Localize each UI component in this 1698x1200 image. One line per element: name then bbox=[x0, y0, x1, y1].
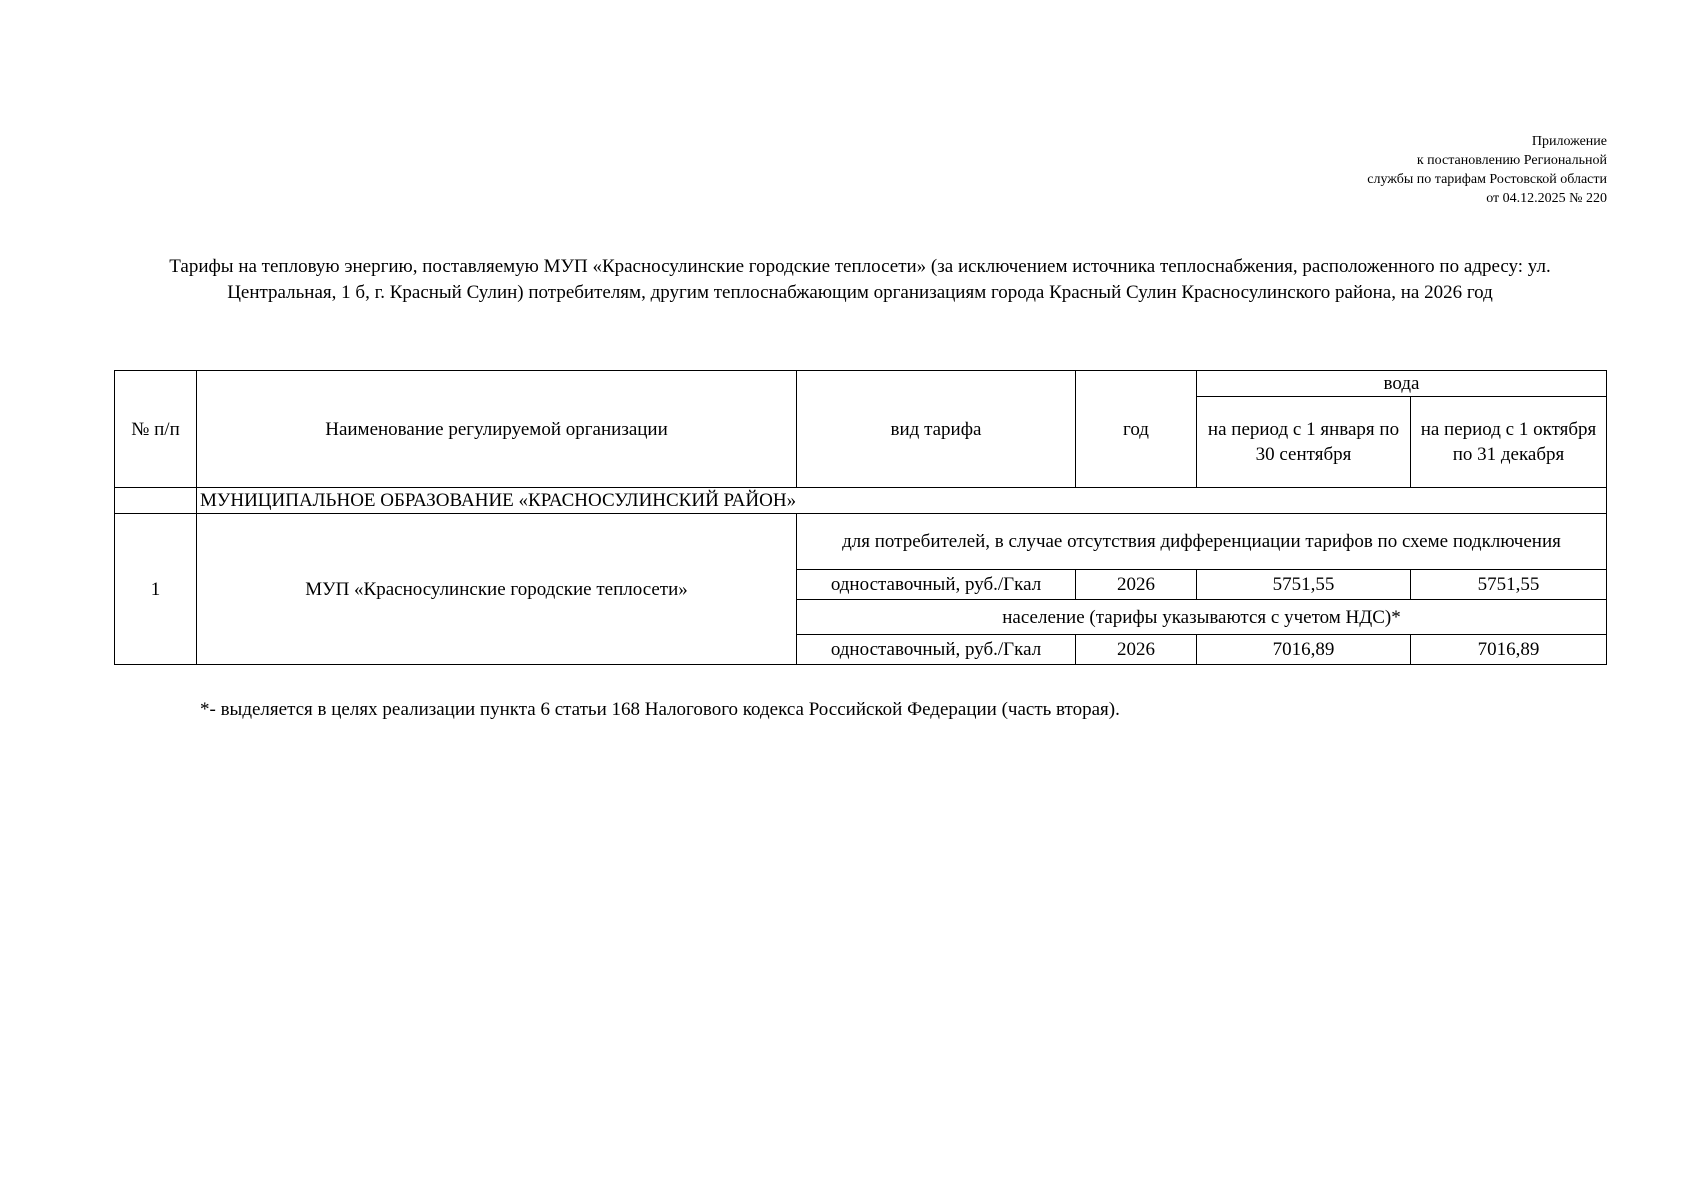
tariff-type-cell: одноставочный, руб./Гкал bbox=[797, 570, 1076, 600]
period-1-value: 7016,89 bbox=[1197, 635, 1411, 665]
appendix-line: службы по тарифам Ростовской области bbox=[1367, 172, 1607, 187]
appendix-line: к постановлению Региональной bbox=[1416, 153, 1607, 168]
footnote: *- выделяется в целях реализации пункта 6 статьи 168 Налогового кодекса Российской Федерации (часть вторая). bbox=[200, 699, 1120, 720]
header-period-1: на период с 1 января по 30 сентября bbox=[1197, 397, 1411, 488]
header-water: вода bbox=[1197, 371, 1607, 397]
tariff-table bbox=[114, 370, 1607, 665]
appendix-line: Приложение bbox=[1531, 134, 1607, 149]
period-2-value: 5751,55 bbox=[1411, 570, 1607, 600]
row-org-name: МУП «Красносулинские городские теплосети» bbox=[197, 514, 797, 665]
period-2-value: 7016,89 bbox=[1411, 635, 1607, 665]
tariff-type-cell: одноставочный, руб./Гкал bbox=[797, 635, 1076, 665]
document-title: Тарифы на тепловую энергию, поставляемую МУП «Красносулинские городские теплосети» (за исключением источника теплоснабжения, расположенного по адресу: ул. Центральная, 1 б, г. Красный Сулин) потребителям, другим теплоснабжающим организациям города Красный Сулин Красносулинского района, на 2026 год bbox=[169, 256, 1551, 303]
municipality-name: МУНИЦИПАЛЬНОЕ ОБРАЗОВАНИЕ «КРАСНОСУЛИНСКИЙ РАЙОН» bbox=[197, 488, 1607, 514]
header-period-2: на период с 1 октября по 31 декабря bbox=[1411, 397, 1607, 488]
appendix-block bbox=[1367, 132, 1607, 208]
empty-cell bbox=[115, 488, 197, 514]
group-label-consumers: для потребителей, в случае отсутствия дифференциации тарифов по схеме подключения bbox=[797, 514, 1607, 570]
municipality-row bbox=[115, 488, 1607, 514]
table-row bbox=[115, 514, 1607, 570]
year-cell: 2026 bbox=[1076, 635, 1197, 665]
group-label-population: население (тарифы указываются с учетом НДС)* bbox=[797, 600, 1607, 635]
header-number: № п/п bbox=[115, 371, 197, 488]
header-tariff-type: вид тарифа bbox=[797, 371, 1076, 488]
row-number: 1 bbox=[115, 514, 197, 665]
header-org-name: Наименование регулируемой организации bbox=[197, 371, 797, 488]
period-1-value: 5751,55 bbox=[1197, 570, 1411, 600]
header-year: год bbox=[1076, 371, 1197, 488]
appendix-line: от 04.12.2025 № 220 bbox=[1486, 191, 1607, 206]
table-header-row bbox=[115, 371, 1607, 397]
year-cell: 2026 bbox=[1076, 570, 1197, 600]
